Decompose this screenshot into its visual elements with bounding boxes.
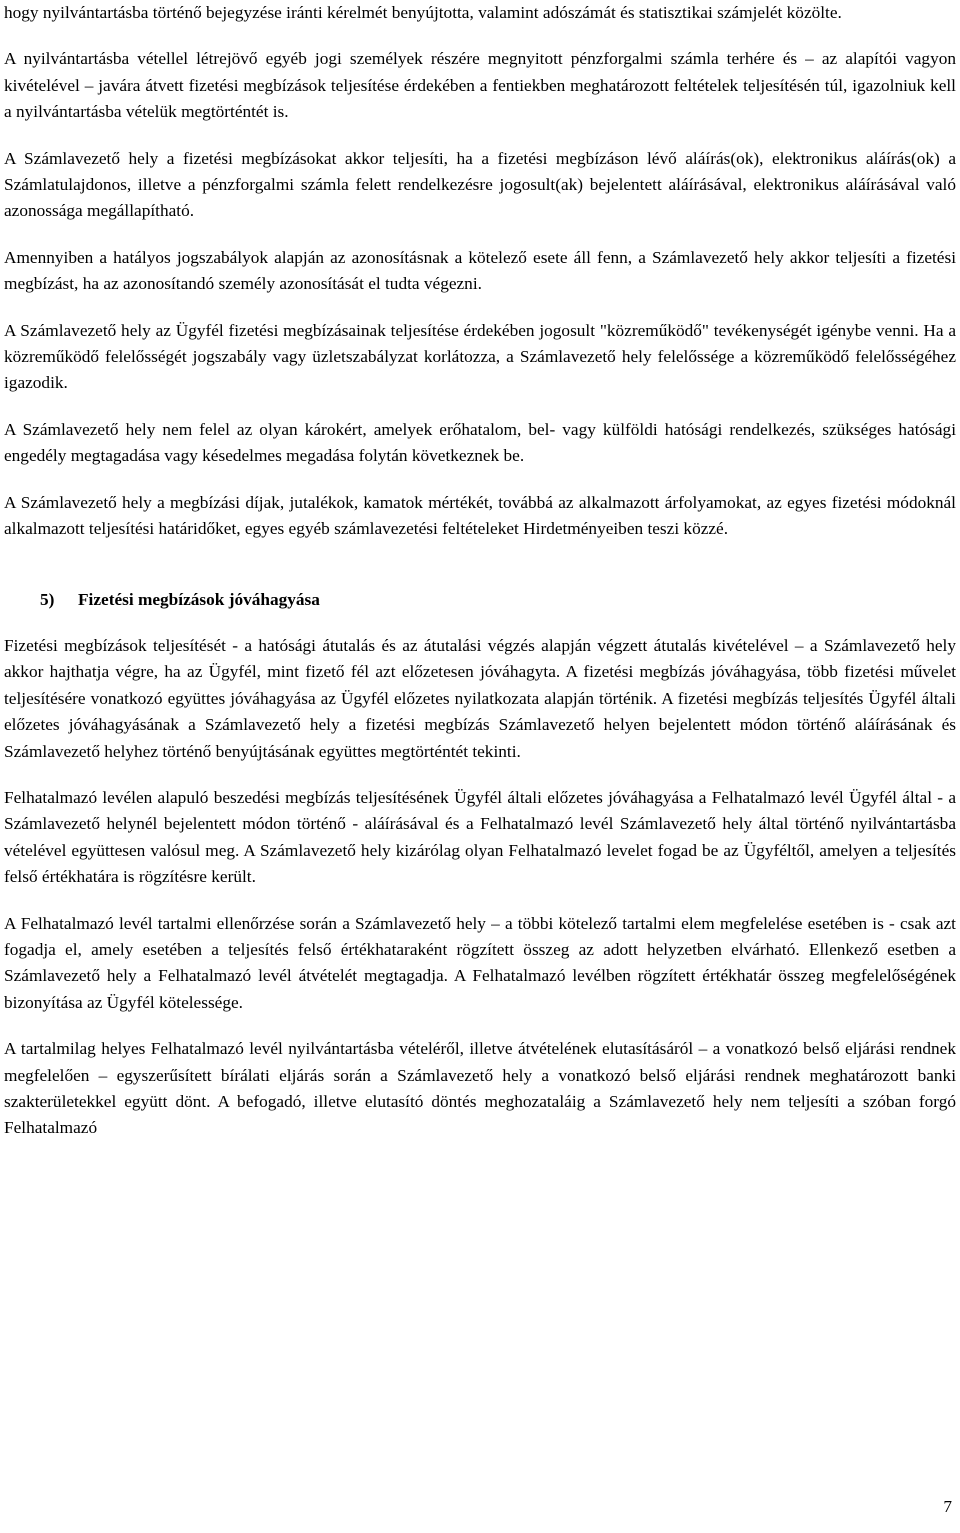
paragraph: Felhatalmazó levélen alapuló beszedési megbízás teljesítésének Ügyfél általi előzetes jóváhagyása a Felhatalmazó levél Ügyfél által - a Számlavezető helynél bejelentett módon történő - aláírásával és a Felhatalmazó levél Számlavezető hely által történő nyilvántartásba vételével együttesen valósul meg. A Számlavezető hely kizárólag olyan Felhatalmazó levelet fogad be az Ügyféltől, amelyen a teljesítés felső értékhatára is rögzítésre került. <box>4 787 956 887</box>
paragraph: Fizetési megbízások teljesítését - a hatósági átutalás és az átutalási végzés alapján végzett átutalás kivételével – a Számlavezető hely akkor hajthatja végre, ha az Ügyfél, mint fizető fél azt előzetesen jóváhagyta. A fizetési megbízás jóváhagyása, több fizetési művelet teljesítésére vonatkozó együttes jóváhagyása az Ügyfél előzetes nyilatkozata alapján történik. A fizetési megbízás teljesítés Ügyfél általi előzetes jóváhagyásának a Számlavezető hely a fizetési megbízás Számlavezető helyen bejelentett módon történő aláírásának és Számlavezető helyhez történő benyújtásának együttes megtörténtét tekinti. <box>4 635 956 761</box>
paragraph: hogy nyilvántartásba történő bejegyzése iránti kérelmét benyújtotta, valamint adószámát és statisztikai számjelét közölte. <box>4 3 842 22</box>
paragraph: A Felhatalmazó levél tartalmi ellenőrzése során a Számlavezető hely – a többi kötelező tartalmi elem megfelelése esetében is - csak azt fogadja el, amely esetében a teljesítés felső értékhataraként rögzített összeg az adott helyzetben elvárható. Ellenkező esetben a Számlavezető hely a Felhatalmazó levél átvételét megtagadja. A Felhatalmazó levélben rögzített értékhatár összeg megfelelőségének bizonyítása az Ügyfél kötelessége. <box>4 913 956 1012</box>
paragraph: A Számlavezető hely a fizetési megbízásokat akkor teljesíti, ha a fizetési megbízáson lévő aláírás(ok), elektronikus aláírás(ok) a Számlatulajdonos, illetve a pénzforgalmi számla felett rendelkezésre jogosult(ak) bejelentett aláírásával, elektronikus aláírásával való azonossága megállapítható. <box>4 148 956 221</box>
paragraph: A nyilvántartásba vétellel létrejövő egyéb jogi személyek részére megnyitott pénzforgalmi számla terhére és – az alapítói vagyon kivételével – javára átvett fizetési megbízások teljesítése érdekében a fentiekben meghatározott feltételek teljesítésén túl, igazolniuk kell a nyilvántartásba vételük megtörténtét is. <box>4 49 956 122</box>
document-page <box>4 0 956 1162</box>
section-heading <box>40 587 956 613</box>
paragraph: A Számlavezető hely az Ügyfél fizetési megbízásainak teljesítése érdekében jogosult "közreműködő" tevékenységét igénybe venni. Ha a közreműködő felelősségét jogszabály vagy üzletszabályzat korlátozza, a Számlavezető hely felelőssége a közreműködő felelősségéhez igazodik. <box>4 320 956 393</box>
page-number: 7 <box>943 1497 952 1516</box>
paragraph: Amennyiben a hatályos jogszabályok alapján az azonosításnak a kötelező esete áll fenn, a Számlavezető hely akkor teljesíti a fizetési megbízást, ha az azonosítandó személy azonosítását el tudta végezni. <box>4 247 956 294</box>
paragraph: A Számlavezető hely a megbízási díjak, jutalékok, kamatok mértékét, továbbá az alkalmazott árfolyamokat, az egyes fizetési módoknál alkalmazott teljesítési határidőket, egyes egyéb számlavezetési feltételeket Hirdetményeiben teszi közzé. <box>4 492 956 539</box>
section-number: 5) <box>40 589 55 609</box>
section-title: Fizetési megbízások jóváhagyása <box>78 589 320 609</box>
paragraph: A Számlavezető hely nem felel az olyan károkért, amelyek erőhatalom, bel- vagy külföldi hatósági rendelkezés, szükséges hatósági engedély megtagadása vagy késedelmes megadása folytán következnek be. <box>4 419 956 466</box>
paragraph: A tartalmilag helyes Felhatalmazó levél nyilvántartásba vételéről, illetve átvételének elutasításáról – a vonatkozó belső eljárási rendnek megfelelően – egyszerűsített bírálati eljárás során a Számlavezető hely a vonatkozó belső eljárási rendnek meghatározott banki szakterületekkel együtt dönt. A befogadó, illetve elutasító döntés meghozataláig a Számlavezető hely nem teljesíti a szóban forgó Felhatalmazó <box>4 1039 956 1138</box>
